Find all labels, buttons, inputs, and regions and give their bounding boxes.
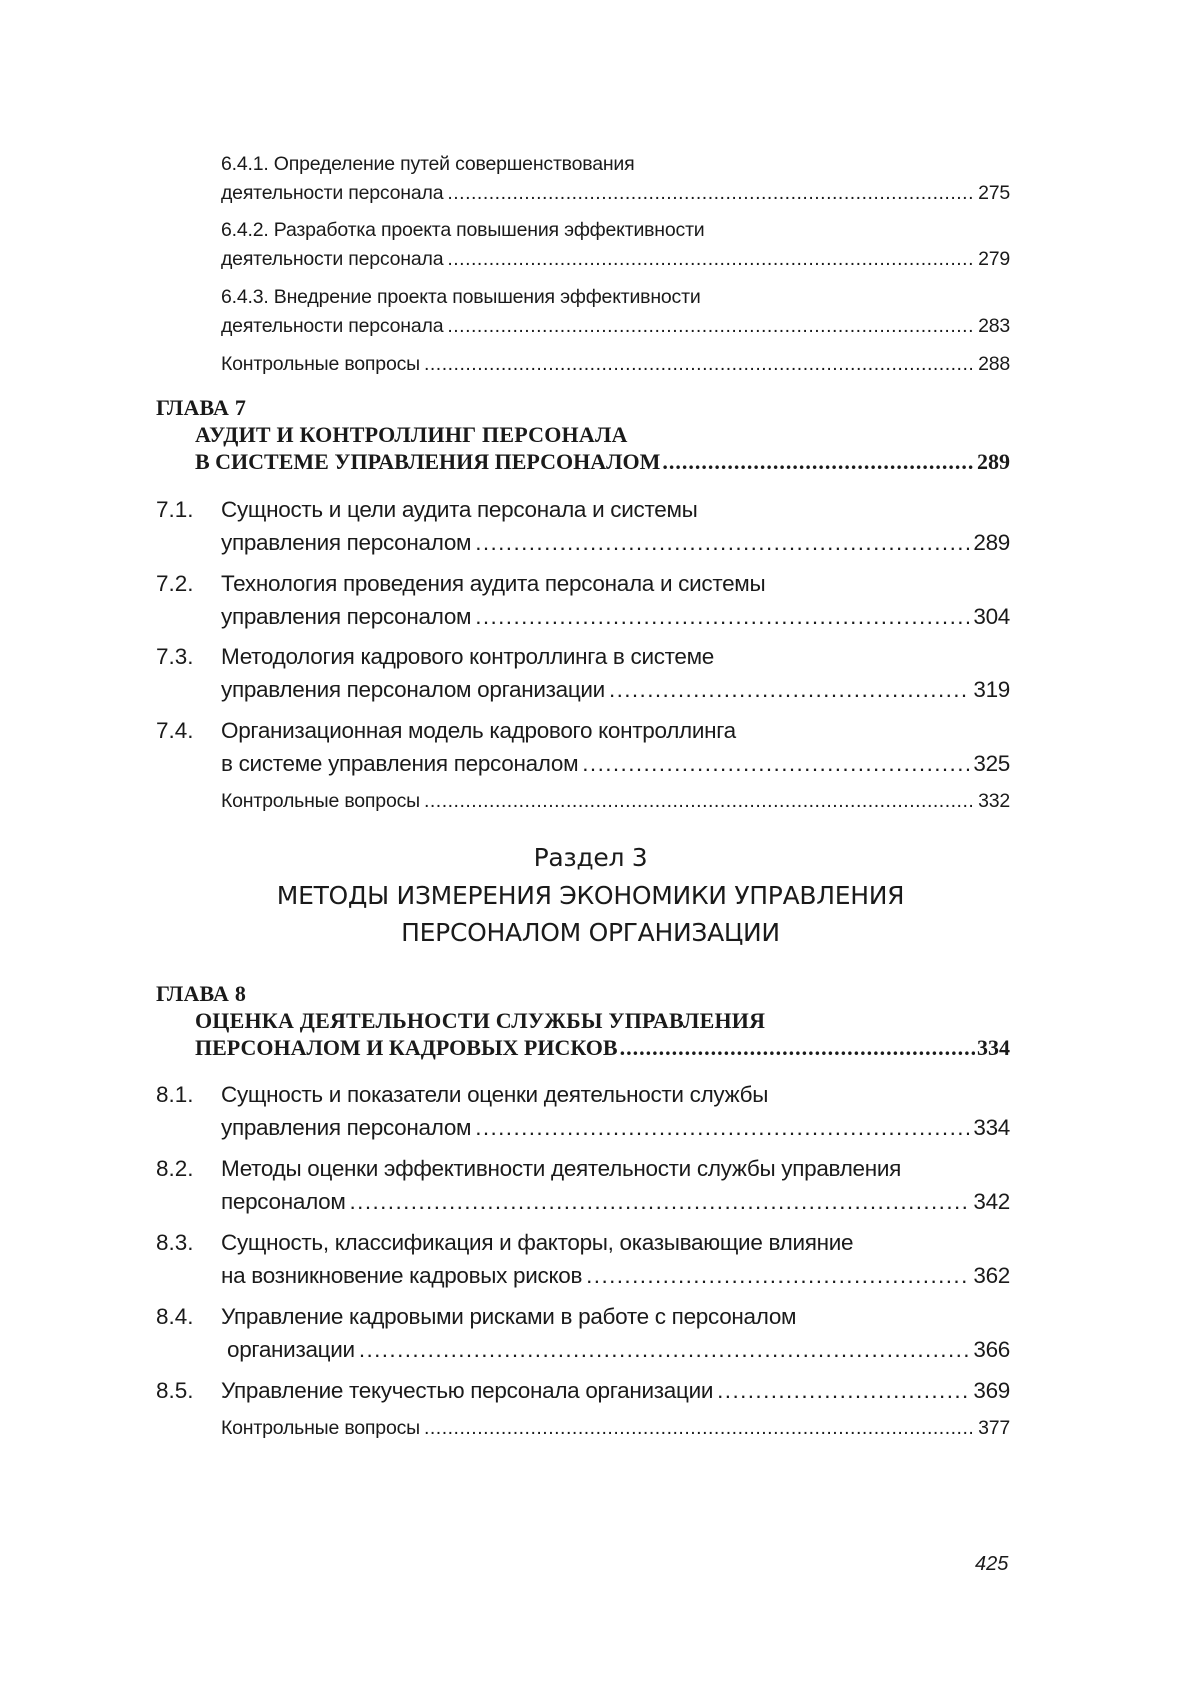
- dot-leader: [717, 1378, 969, 1404]
- toc-entry: [227, 1337, 1010, 1363]
- toc-entry-text: Контрольные вопросы: [221, 1417, 420, 1439]
- dot-leader: [447, 315, 974, 338]
- chapter-title: В СИСТЕМЕ УПРАВЛЕНИЯ ПЕРСОНАЛОМ: [195, 449, 661, 474]
- toc-entry: [221, 604, 1010, 630]
- toc-page-number: 279: [978, 248, 1010, 270]
- toc-page-number: 369: [973, 1378, 1010, 1403]
- dot-leader: [447, 182, 974, 205]
- section-number: 8.3.: [156, 1230, 194, 1255]
- section-number: 7.2.: [156, 571, 194, 596]
- toc-page-number: 366: [973, 1337, 1010, 1362]
- section-title: МЕТОДЫ ИЗМЕРЕНИЯ ЭКОНОМИКИ УПРАВЛЕНИЯ: [276, 881, 905, 910]
- toc-page-number: 319: [973, 677, 1010, 702]
- toc-entry-title: Сущность и показатели оценки деятельности службы: [221, 1082, 769, 1107]
- toc-entry-title: Сущность, классификация и факторы, оказывающие влияние: [221, 1230, 854, 1255]
- dot-leader: [586, 1263, 969, 1289]
- chapter-title-line: [195, 449, 1010, 475]
- chapter-title-line: [195, 1035, 1010, 1061]
- chapter-title: АУДИТ И КОНТРОЛЛИНГ ПЕРСОНАЛА: [195, 422, 628, 447]
- dot-leader: [475, 604, 969, 630]
- control-questions-entry: [221, 1417, 1010, 1440]
- toc-entry-text: управления персоналом: [221, 1115, 472, 1140]
- section-number: 7.3.: [156, 644, 194, 669]
- toc-entry-text: деятельности персонала: [221, 315, 444, 337]
- toc-entry-title: Методы оценки эффективности деятельности службы управления: [221, 1156, 902, 1181]
- toc-sub-entry: [221, 182, 1010, 205]
- toc-page-number: 377: [978, 1417, 1010, 1439]
- section-number: 8.2.: [156, 1156, 194, 1181]
- dot-leader: [662, 449, 975, 475]
- dot-leader: [620, 1035, 975, 1061]
- toc-entry: [221, 1115, 1010, 1141]
- section-number: 8.5.: [156, 1378, 194, 1403]
- toc-entry: [221, 751, 1010, 777]
- toc-sub-entry-title: 6.4.1. Определение путей совершенствования: [221, 153, 635, 175]
- toc-page-number: 342: [973, 1189, 1010, 1214]
- control-questions-entry: [221, 790, 1010, 813]
- toc-entry: [221, 1263, 1010, 1289]
- chapter-label: ГЛАВА 7: [156, 395, 247, 420]
- toc-entry-title: Управление кадровыми рисками в работе с персоналом: [221, 1304, 797, 1329]
- toc-entry-text: Управление текучестью персонала организации: [221, 1378, 714, 1403]
- toc-entry-title: Организационная модель кадрового контроллинга: [221, 718, 736, 743]
- toc-entry-text: деятельности персонала: [221, 248, 444, 270]
- section-label: Раздел 3: [533, 843, 648, 872]
- toc-sub-entry: [221, 315, 1010, 338]
- section-number: 7.4.: [156, 718, 194, 743]
- dot-leader: [359, 1337, 970, 1363]
- dot-leader: [350, 1189, 970, 1215]
- toc-entry-text: в системе управления персоналом: [221, 751, 579, 776]
- toc-entry-text: персоналом: [221, 1189, 346, 1214]
- toc-entry-title: Технология проведения аудита персонала и системы: [221, 571, 766, 596]
- toc-page-number: 362: [973, 1263, 1010, 1288]
- toc-page-number: 332: [978, 790, 1010, 812]
- toc-entry-text: управления персоналом: [221, 604, 472, 629]
- toc-page-number: 275: [978, 182, 1010, 204]
- chapter-label: ГЛАВА 8: [156, 981, 247, 1006]
- toc-entry-text: организации: [227, 1337, 355, 1362]
- toc-page-number: 283: [978, 315, 1010, 337]
- toc-entry-text: на возникновение кадровых рисков: [221, 1263, 583, 1288]
- toc-page-number: 334: [977, 1035, 1010, 1060]
- dot-leader: [447, 248, 974, 271]
- toc-page-number: 289: [977, 449, 1010, 474]
- toc-entry-text: управления персоналом организации: [221, 677, 605, 702]
- dot-leader: [424, 790, 974, 813]
- toc-entry-text: деятельности персонала: [221, 182, 444, 204]
- chapter-title: ОЦЕНКА ДЕЯТЕЛЬНОСТИ СЛУЖБЫ УПРАВЛЕНИЯ: [195, 1008, 766, 1033]
- page-number: 425: [975, 1553, 1009, 1575]
- toc-sub-entry: [221, 248, 1010, 271]
- toc-page-number: 304: [973, 604, 1010, 629]
- section-number: 7.1.: [156, 497, 194, 522]
- toc-page-number: 334: [973, 1115, 1010, 1140]
- toc-entry: [221, 677, 1010, 703]
- section-title: ПЕРСОНАЛОМ ОРГАНИЗАЦИИ: [401, 918, 780, 947]
- toc-page-number: 325: [973, 751, 1010, 776]
- dot-leader: [609, 677, 969, 703]
- dot-leader: [582, 751, 969, 777]
- dot-leader: [475, 530, 969, 556]
- toc-entry-title: Сущность и цели аудита персонала и системы: [221, 497, 698, 522]
- dot-leader: [475, 1115, 969, 1141]
- toc-entry-text: Контрольные вопросы: [221, 353, 420, 375]
- control-questions-entry: [221, 353, 1010, 376]
- dot-leader: [424, 353, 974, 376]
- toc-entry: [221, 1189, 1010, 1215]
- toc-page-number: 289: [973, 530, 1010, 555]
- section-number: 8.4.: [156, 1304, 194, 1329]
- toc-entry-text: управления персоналом: [221, 530, 472, 555]
- toc-entry-title: Методология кадрового контроллинга в системе: [221, 644, 715, 669]
- toc-entry: [221, 530, 1010, 556]
- toc-sub-entry-title: 6.4.2. Разработка проекта повышения эффективности: [221, 219, 705, 241]
- toc-entry-text: Контрольные вопросы: [221, 790, 420, 812]
- toc-entry: [221, 1378, 1010, 1404]
- toc-page-number: 288: [978, 353, 1010, 375]
- section-number: 8.1.: [156, 1082, 194, 1107]
- toc-sub-entry-title: 6.4.3. Внедрение проекта повышения эффективности: [221, 286, 701, 308]
- chapter-title: ПЕРСОНАЛОМ И КАДРОВЫХ РИСКОВ: [195, 1035, 618, 1060]
- dot-leader: [424, 1417, 974, 1440]
